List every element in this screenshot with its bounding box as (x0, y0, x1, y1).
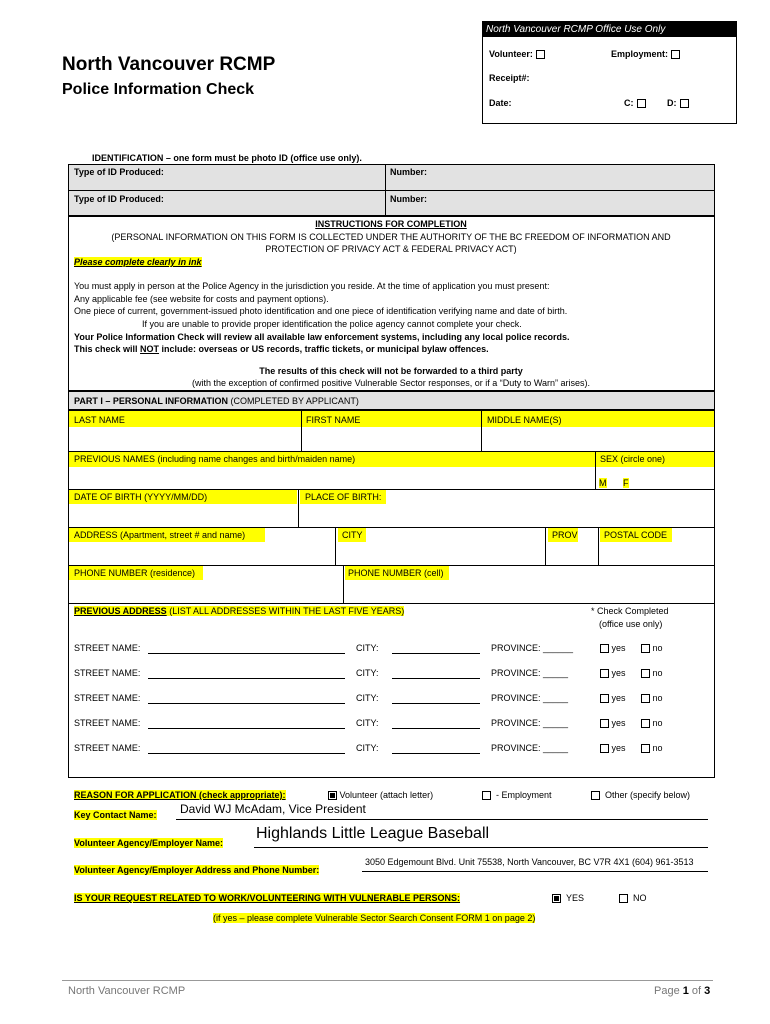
sex-label: SEX (circle one) (600, 454, 666, 464)
instruction-p5: Your Police Information Check will review all available law enforcement systems, including any local police records. (74, 332, 570, 342)
check-yes[interactable]: yes (600, 668, 626, 678)
reason-employment[interactable]: - Employment (482, 790, 552, 800)
office-volunteer-checkbox[interactable] (536, 50, 545, 59)
check-no-checkbox[interactable] (641, 644, 650, 653)
vulnerable-note: (if yes – please complete Vulnerable Sector Search Consent FORM 1 on page 2) (213, 913, 536, 923)
city-line[interactable] (392, 753, 480, 754)
part1-heading: PART I – PERSONAL INFORMATION (COMPLETED BY APPLICANT) (74, 396, 359, 406)
check-no[interactable]: no (641, 693, 663, 703)
previous-address-heading: PREVIOUS ADDRESS (LIST ALL ADDRESSES WITHIN THE LAST FIVE YEARS) (74, 606, 405, 616)
province-label-row: PROVINCE: _____ (491, 743, 569, 753)
office-employment-checkbox[interactable] (671, 50, 680, 59)
office-receipt: Receipt#: (489, 73, 530, 83)
previous-names-label[interactable]: PREVIOUS NAMES (including name changes and birth/maiden name) (74, 454, 356, 464)
office-c-checkbox[interactable] (637, 99, 646, 108)
last-name-label[interactable]: LAST NAME (74, 415, 125, 425)
city-line[interactable] (392, 653, 480, 654)
province-blank[interactable]: ______ (543, 643, 574, 653)
city-line[interactable] (392, 678, 480, 679)
agency-name-underline (254, 847, 708, 848)
instruction-p8: (with the exception of confirmed positive Vulnerable Sector responses, or if a “Duty to Warn” arises). (191, 378, 590, 388)
privacy-line-2: PROTECTION OF PRIVACY ACT & FEDERAL PRIVACY ACT) (265, 244, 517, 254)
office-d-checkbox[interactable] (680, 99, 689, 108)
row1-div-a (301, 410, 302, 451)
check-yes[interactable]: yes (600, 718, 626, 728)
street-name-line[interactable] (148, 728, 345, 729)
city-label[interactable]: CITY (342, 530, 363, 540)
identification-col-divider (385, 164, 386, 216)
vulnerable-question: IS YOUR REQUEST RELATED TO WORK/VOLUNTEERING WITH VULNERABLE PERSONS: (74, 893, 461, 903)
city-label-row: CITY: (356, 718, 379, 728)
page-title: North Vancouver RCMP (62, 54, 276, 75)
check-yes-checkbox[interactable] (600, 644, 609, 653)
key-contact-value[interactable]: David WJ McAdam, Vice President (180, 802, 366, 816)
agency-address-value[interactable]: 3050 Edgemount Blvd. Unit 75538, North Vancouver, BC V7R 4X1 (604) 961-3513 (365, 857, 694, 867)
city-line[interactable] (392, 703, 480, 704)
check-no-checkbox[interactable] (641, 719, 650, 728)
street-name-line[interactable] (148, 678, 345, 679)
reason-volunteer-checkbox[interactable] (328, 791, 337, 800)
check-completed-label: * Check Completed (591, 606, 669, 616)
id-number-2[interactable]: Number: (390, 194, 428, 204)
city-label-row: CITY: (356, 743, 379, 753)
instruction-p7: The results of this check will not be forwarded to a third party (259, 366, 523, 376)
agency-name-value[interactable]: Highlands Little League Baseball (256, 825, 490, 842)
prov-label[interactable]: PROV (552, 530, 578, 540)
complete-in-ink: Please complete clearly in ink (74, 257, 202, 267)
middle-names-label[interactable]: MIDDLE NAME(S) (487, 415, 562, 425)
footer-left: North Vancouver RCMP (68, 985, 186, 997)
agency-address-underline (362, 871, 708, 872)
first-name-label[interactable]: FIRST NAME (306, 415, 361, 425)
check-yes[interactable]: yes (600, 643, 626, 653)
check-no[interactable]: no (641, 718, 663, 728)
check-yes-checkbox[interactable] (600, 694, 609, 703)
instruction-p6: This check will NOT include: overseas or US records, traffic tickets, or municipal bylaw offences. (74, 344, 489, 354)
check-yes[interactable]: yes (600, 693, 626, 703)
province-label-row: PROVINCE: _____ (491, 693, 569, 703)
agency-address-label: Volunteer Agency/Employer Address and Phone Number: (74, 865, 320, 875)
agency-name-label: Volunteer Agency/Employer Name: (74, 838, 224, 848)
id-number-1[interactable]: Number: (390, 167, 428, 177)
check-yes-checkbox[interactable] (600, 744, 609, 753)
reason-volunteer[interactable]: Volunteer (attach letter) (328, 790, 433, 800)
check-no[interactable]: no (641, 668, 663, 678)
instruction-p4: If you are unable to provide proper identification the police agency cannot complete your check. (142, 319, 522, 329)
check-no-checkbox[interactable] (641, 669, 650, 678)
row4-div-c (598, 527, 599, 565)
street-name-line[interactable] (148, 703, 345, 704)
dob-label[interactable]: DATE OF BIRTH (YYYY/MM/DD) (74, 492, 208, 502)
check-no-checkbox[interactable] (641, 694, 650, 703)
street-name-label: STREET NAME: (74, 643, 141, 653)
postal-label[interactable]: POSTAL CODE (604, 530, 668, 540)
row4-div-a (335, 527, 336, 565)
street-name-label: STREET NAME: (74, 693, 141, 703)
office-use-only-label: (office use only) (599, 619, 663, 629)
phone-residence-label[interactable]: PHONE NUMBER (residence) (74, 568, 196, 578)
province-blank[interactable]: _____ (543, 693, 569, 703)
key-contact-label: Key Contact Name: (74, 810, 157, 820)
id-type-2[interactable]: Type of ID Produced: (74, 194, 164, 204)
province-label-row: PROVINCE: _____ (491, 718, 569, 728)
reason-other-checkbox[interactable] (591, 791, 600, 800)
province-label-row: PROVINCE: _____ (491, 668, 569, 678)
province-blank[interactable]: _____ (543, 743, 569, 753)
identification-divider (68, 190, 715, 191)
city-label-row: CITY: (356, 643, 379, 653)
footer-rule (62, 980, 713, 981)
vulnerable-no-checkbox[interactable] (619, 894, 628, 903)
city-line[interactable] (392, 728, 480, 729)
street-name-label: STREET NAME: (74, 743, 141, 753)
street-name-line[interactable] (148, 653, 345, 654)
office-volunteer: Volunteer: (489, 49, 545, 59)
identification-heading: IDENTIFICATION – one form must be photo ID (office use only). (92, 153, 362, 163)
check-no[interactable]: no (641, 643, 663, 653)
phone-cell-label[interactable]: PHONE NUMBER (cell) (348, 568, 444, 578)
vulnerable-yes-checkbox[interactable] (552, 894, 561, 903)
office-use-header: North Vancouver RCMP Office Use Only (486, 24, 666, 35)
vulnerable-yes[interactable]: YES (552, 893, 584, 903)
street-name-label: STREET NAME: (74, 668, 141, 678)
row4-div-b (545, 527, 546, 565)
check-no[interactable]: no (641, 743, 663, 753)
city-label-row: CITY: (356, 668, 379, 678)
instructions-heading: INSTRUCTIONS FOR COMPLETION (315, 219, 467, 229)
page-subtitle: Police Information Check (62, 81, 255, 98)
province-blank[interactable]: _____ (543, 668, 569, 678)
row1-div-b (481, 410, 482, 451)
row5-div (343, 565, 344, 604)
vulnerable-no[interactable]: NO (619, 893, 647, 903)
reason-other[interactable]: Other (specify below) (591, 790, 690, 800)
reason-employment-checkbox[interactable] (482, 791, 491, 800)
sex-f[interactable]: F (623, 478, 629, 488)
sex-m[interactable]: M (599, 478, 607, 488)
office-date: Date: (489, 98, 512, 108)
id-type-1[interactable]: Type of ID Produced: (74, 167, 164, 177)
street-name-line[interactable] (148, 753, 345, 754)
instruction-p2: Any applicable fee (see website for costs and payment options). (74, 294, 329, 304)
row2-div (595, 451, 596, 489)
check-yes-checkbox[interactable] (600, 669, 609, 678)
pob-label[interactable]: PLACE OF BIRTH: (305, 492, 382, 502)
instruction-p1: You must apply in person at the Police Agency in the jurisdiction you reside. At the time of application you must present: (74, 281, 550, 291)
address-label[interactable]: ADDRESS (Apartment, street # and name) (74, 530, 246, 540)
city-label-row: CITY: (356, 693, 379, 703)
key-contact-underline (176, 819, 708, 820)
footer-page: Page 1 of 3 (654, 985, 711, 997)
street-name-label: STREET NAME: (74, 718, 141, 728)
province-blank[interactable]: _____ (543, 718, 569, 728)
instruction-p3: One piece of current, government-issued photo identification and one piece of identification verifying name and date of birth. (74, 306, 568, 316)
office-c: C: (624, 98, 646, 108)
row3-div (298, 489, 299, 527)
check-yes[interactable]: yes (600, 743, 626, 753)
check-no-checkbox[interactable] (641, 744, 650, 753)
province-label-row: PROVINCE: ______ (491, 643, 574, 653)
privacy-line-1: (PERSONAL INFORMATION ON THIS FORM IS COLLECTED UNDER THE AUTHORITY OF THE BC FREEDOM OF INFORMATION AND (111, 232, 671, 242)
office-employment: Employment: (611, 49, 680, 59)
office-d: D: (667, 98, 689, 108)
check-yes-checkbox[interactable] (600, 719, 609, 728)
reason-heading: REASON FOR APPLICATION (check appropriate): (74, 790, 286, 800)
